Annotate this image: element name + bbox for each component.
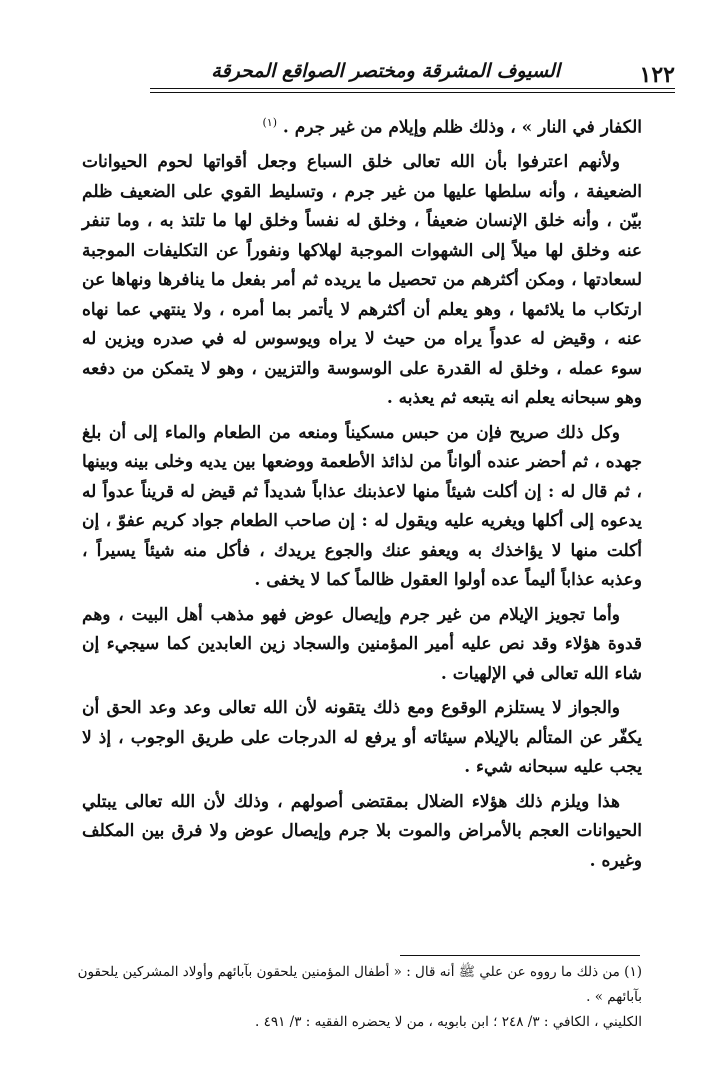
paragraph-1	[82, 108, 642, 143]
footnote-divider	[400, 955, 640, 956]
body-text	[82, 108, 642, 881]
footnotes	[40, 960, 642, 1035]
footnote-reference: (١)	[262, 116, 277, 129]
header-rule	[150, 88, 675, 89]
paragraph-1-text: الكفار في النار » ، وذلك ظلم وإيلام من غير جرم .	[282, 117, 642, 138]
running-title: السيوف المشرقة ومختصر الصواقع المحرقة	[211, 60, 560, 82]
footnote-1: (١) من ذلك ما رووه عن علي ﷺ أنه قال : « أطفال المؤمنين يلحقون بآبائهم وأولاد المشركين يلحقون بآبائهم » .	[77, 964, 642, 1005]
paragraph-5: والجواز لا يستلزم الوقوع ومع ذلك يتقونه لأن الله تعالى وعد وعد الحق أن يكفّر عن المتألم بالإيلام سيئاته أو يرفع له الدرجات على طريق الوجوب ، إذ لا يجب عليه سبحانه شيء .	[82, 698, 642, 778]
paragraph-2: ولأنهم اعترفوا بأن الله تعالى خلق السباع وجعل أقواتها لحوم الحيوانات الضعيفة ، وأنه سلطها عليها من غير جرم ، وتسليط القوي على الضعيف ظلم بيّن ، وأنه خلق الإنسان ضعيفاً ، وخلق له نفساً وخلق لها ما تلتذ به ، وما تنفر عنه وخلق لها ميلاً إلى الشهوات الموجبة لهلاكها ونفوراً عن التكليفات الموجبة لسعادتها ، ومكن أكثرهم من تحصيل ما يريده ثم أمر بفعل ما ينافرها ونهاها عن ارتكاب ما يلائمها ، وهو يعلم أن أكثرهم لا يأتمر بما أمره ، ولا ينتهي عما نهاه عنه ، وقيض له عدواً يراه من حيث لا يراه ويوسوس له في صدره ويزين له سوء عمله ، وخلق له القدرة على الوسوسة والتزيين ، وهو لا يتمكن من دفعه وهو سبحانه يعلم انه يتبعه ثم يعذبه .	[82, 152, 642, 409]
page-number: ١٢٢	[639, 62, 675, 88]
header-rule-secondary	[150, 92, 675, 93]
paragraph-6: هذا ويلزم ذلك هؤلاء الضلال بمقتضى أصولهم ، وذلك لأن الله تعالى يبتلي الحيوانات العجم بالأمراض والموت بلا جرم وإيصال عوض ولا فرق بين المكلف وغيره .	[82, 791, 642, 871]
paragraph-4: وأما تجويز الإيلام من غير جرم وإيصال عوض فهو مذهب أهل البيت ، وهم قدوة هؤلاء وقد نص عليه أمير المؤمنين والسجاد زين العابدين كما سيجيء إن شاء الله تعالى في الإلهيات .	[82, 604, 642, 684]
footnote-1-citation: الكليني ، الكافي : ٣/ ٢٤٨ ؛ ابن بابويه ، من لا يحضره الفقيه : ٣/ ٤٩١ .	[255, 1014, 642, 1030]
paragraph-3: وكل ذلك صريح فإن من حبس مسكيناً ومنعه من الطعام والماء إلى أن بلغ جهده ، ثم أحضر عنده ألواناً من لذائذ الأطعمة ووضعها بين يديه وخلى بينه وبينها ، ثم قال له : إن أكلت شيئاً منها لاعذبنك عذاباً شديداً ثم قيض له قريناً عدواً له يدعوه إلى أكلها ويغريه عليه ويقول له : إن صاحب الطعام جواد كريم عفوّ ، إن أكلت منها لا يؤاخذك به ويعفو عنك والجوع يريدك ، فأكل منه شيئاً يسيراً ، وعذبه عذاباً أليماً عده أولوا العقول ظالماً كما لا يخفى .	[82, 422, 642, 591]
page-header	[150, 58, 675, 102]
